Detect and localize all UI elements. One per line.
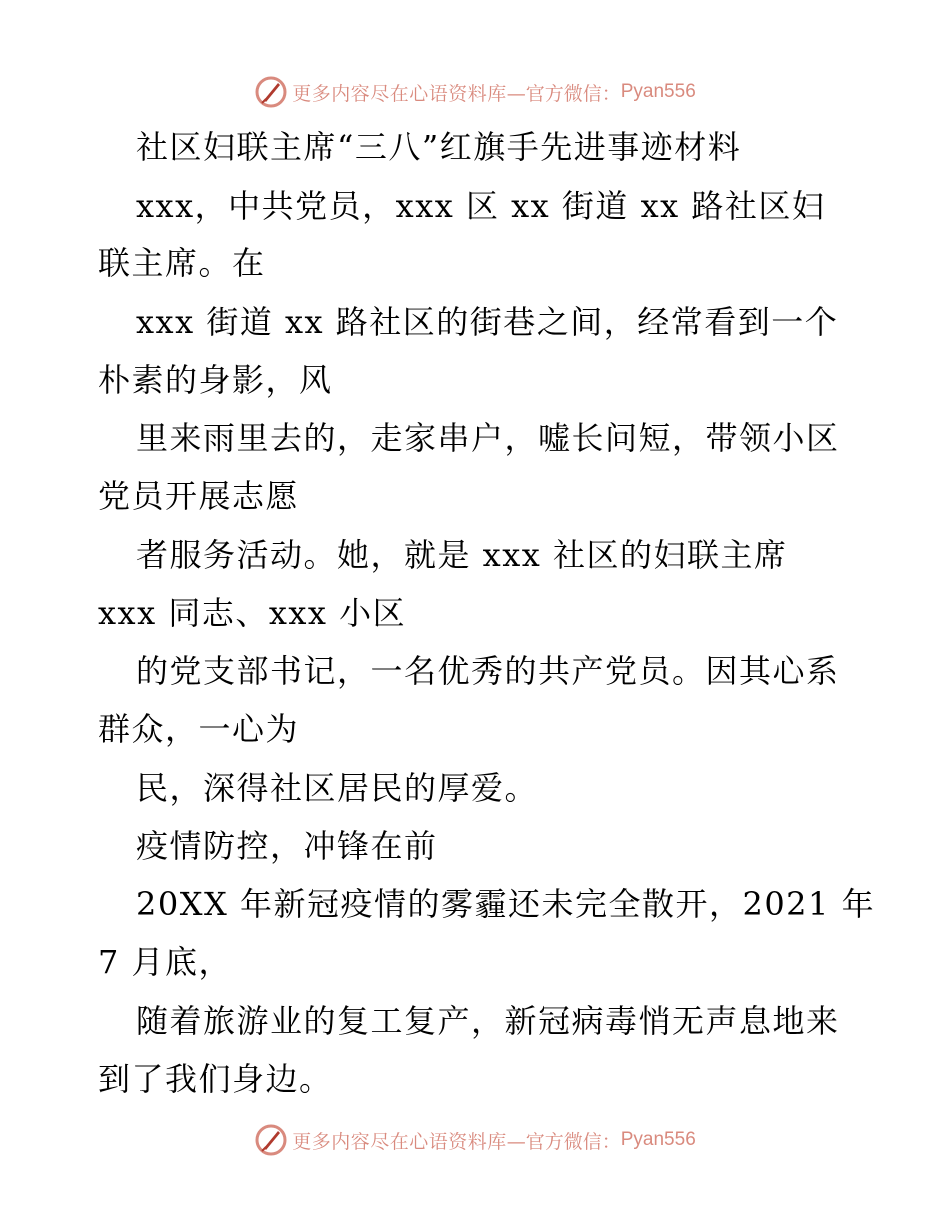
paragraph-line: 群众，一心为 <box>98 710 300 748</box>
paragraph-line: 里来雨里去的，走家串户，嘘长问短，带领小区 <box>136 419 840 457</box>
banner-separator-text: —官方微信： <box>506 82 621 105</box>
paragraph-line: 党员开展志愿 <box>98 477 300 515</box>
paragraph-line: 20XX 年新冠疫情的雾霾还未完全散开，2021 年 <box>136 885 876 923</box>
paragraph-line: 随着旅游业的复工复产，新冠病毒悄无声息地来 <box>136 1002 840 1040</box>
banner-main-text: 更多内容尽在心语资料库 <box>292 82 507 105</box>
paragraph-line: xxx 同志、xxx 小区 <box>98 594 407 632</box>
paragraph-line: 7 月底， <box>98 943 233 981</box>
banner-wechat-id: Pyan556 <box>620 81 696 102</box>
banner-wechat-id: Pyan556 <box>620 1129 696 1150</box>
paragraph-line: xxx，中共党员，xxx 区 xx 街道 xx 路社区妇 <box>136 187 826 225</box>
document-title: 社区妇联主席“三八”红旗手先进事迹材料 <box>136 128 742 166</box>
footer-watermark-banner <box>0 1120 950 1160</box>
paragraph-line: 联主席。在 <box>98 244 266 282</box>
paragraph-line: 的党支部书记，一名优秀的共产党员。因其心系 <box>136 652 840 690</box>
paragraph-line: 者服务活动。她，就是 xxx 社区的妇联主席 <box>136 536 788 574</box>
paragraph-line: 民，深得社区居民的厚爱。 <box>136 769 539 807</box>
banner-separator-text: —官方微信： <box>506 1130 621 1153</box>
quill-logo-icon <box>254 1123 288 1157</box>
banner-main-text: 更多内容尽在心语资料库 <box>292 1130 507 1153</box>
paragraph-line: xxx 街道 xx 路社区的街巷之间，经常看到一个 <box>136 303 839 341</box>
paragraph-line: 到了我们身边。 <box>98 1060 333 1098</box>
paragraph-line: 朴素的身影，风 <box>98 361 333 399</box>
section-heading: 疫情防控，冲锋在前 <box>136 827 438 865</box>
